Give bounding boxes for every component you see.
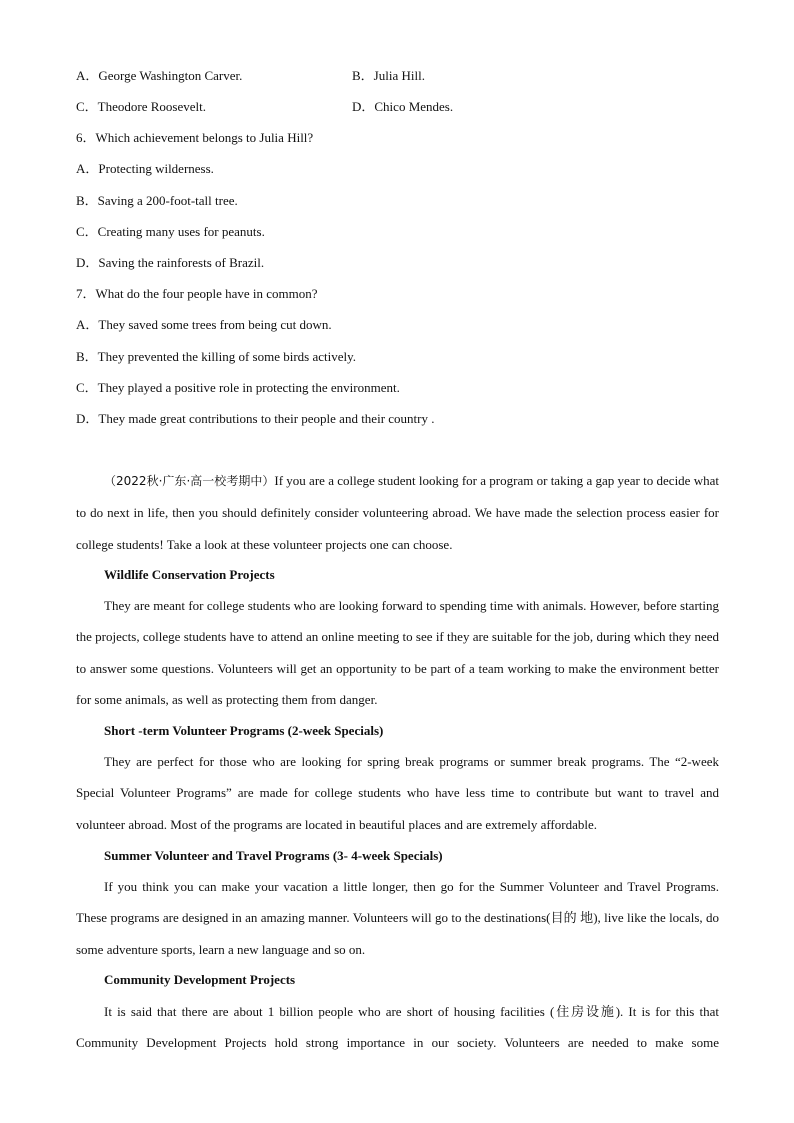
q6-option-d: D．Saving the rainforests of Brazil. [76, 255, 265, 270]
paragraph-wildlife: They are meant for college students who are looking forward to spending time with animals. However, before starting the projects, college students have to attend an online meeting to see if they are suitable for the job, during which they need to answer some questions. Volunteers will get an opportunity to be part of a team working to make the environment better for some animals, as well as protecting them from danger. [76, 598, 719, 707]
q5-option-d: D．Chico Mendes. [352, 99, 454, 114]
q7-option-b: B．They prevented the killing of some birds actively. [76, 349, 357, 364]
q7-option-c: C．They played a positive role in protecting the environment. [76, 380, 400, 395]
paragraph-community: It is said that there are about 1 billion people who are short of housing facilities (住房设施). It is for this that Community Development Projects hold strong importance in our society. Volunteers are needed to make some [76, 1004, 719, 1051]
passage-intro [76, 465, 719, 560]
q5-option-a: A．George Washington Carver. [76, 68, 243, 83]
passage-source: （2022秋·广东·高一校考期中） [104, 474, 275, 488]
q5-option-c: C．Theodore Roosevelt. [76, 99, 206, 114]
heading-short-term: Short -term Volunteer Programs (2-week Specials) [104, 723, 384, 738]
passage-intro-text: If you are a college student looking for a program or taking a gap year to decide what to do next in life, then you should definitely consider volunteering abroad. We have made the selection process easier for college students! Take a look at these volunteer projects one can choose. [76, 473, 719, 552]
q7-option-a: A．They saved some trees from being cut down. [76, 317, 332, 332]
q6-stem: 6．Which achievement belongs to Julia Hill? [76, 130, 314, 145]
heading-community: Community Development Projects [104, 972, 296, 987]
q7-option-d: D．They made great contributions to their people and their country . [76, 411, 435, 426]
heading-summer: Summer Volunteer and Travel Programs (3- 4-week Specials) [104, 848, 443, 863]
paragraph-summer: If you think you can make your vacation a little longer, then go for the Summer Volunteer and Travel Programs. These programs are designed in an amazing manner. Volunteers will go to the destinations(目的 地), live like the locals, do some adventure sports, learn a new language and so on. [76, 879, 719, 957]
paragraph-short-term: They are perfect for those who are looking for spring break programs or summer break programs. The “2-week Special Volunteer Programs” are made for college students who have less time to contribute but want to travel and volunteer abroad. Most of the programs are located in beautiful places and are extremely affordable. [76, 754, 719, 832]
q6-option-b: B．Saving a 200-foot-tall tree. [76, 193, 238, 208]
q6-option-a: A．Protecting wilderness. [76, 161, 214, 176]
heading-wildlife: Wildlife Conservation Projects [104, 567, 275, 582]
q7-stem: 7．What do the four people have in common? [76, 286, 318, 301]
q5-option-b: B．Julia Hill. [352, 68, 425, 83]
q6-option-c: C．Creating many uses for peanuts. [76, 224, 265, 239]
